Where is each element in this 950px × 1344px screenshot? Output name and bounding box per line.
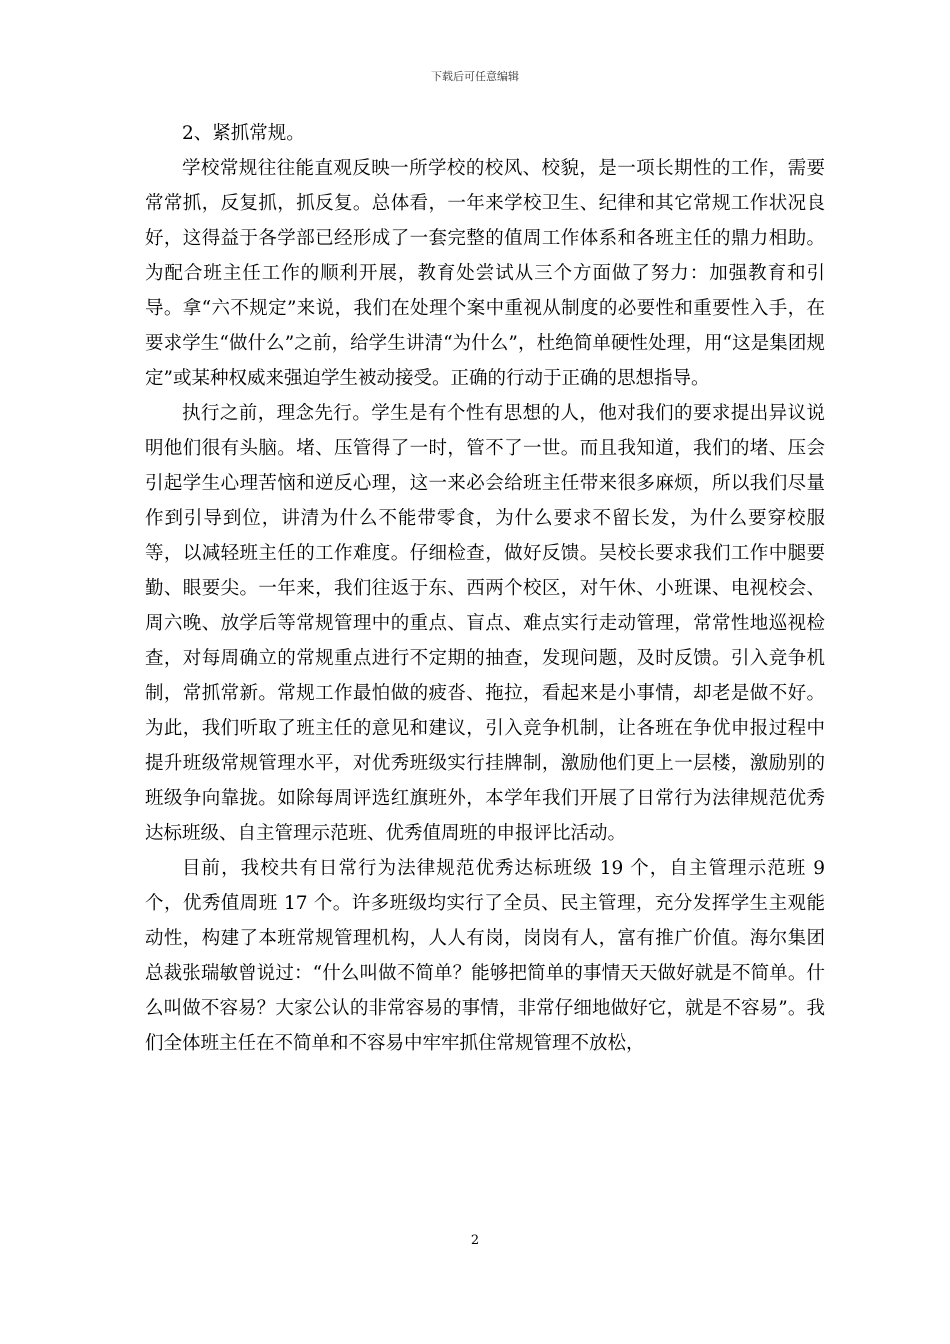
paragraph-concept-first: 执行之前，理念先行。学生是有个性有思想的人，他对我们的要求提出异议说明他们很有头脑。堵、压管得了一时，管不了一世。而且我知道，我们的堵、压会引起学生心理苦恼和逆反心理，这一来必会给班主任带来很多麻烦，所以我们尽量作到引导到位，讲清为什么不能带零食，为什么要求不留长发，为什么要穿校服等，以减轻班主任的工作难度。仔细检查，做好反馈。吴校长要求我们工作中腿要勤、眼要尖。一年来，我们往返于东、西两个校区，对午休、小班课、电视校会、周六晚、放学后等常规管理中的重点、盲点、难点实行走动管理，常常性地巡视检查，对每周确立的常规重点进行不定期的抽查，发现问题，及时反馈。引入竞争机制，常抓常新。常规工作最怕做的疲沓、拖拉，看起来是小事情，却老是做不好。为此，我们听取了班主任的意见和建议，引入竞争机制，让各班在争优申报过程中提升班级常规管理水平，对优秀班级实行挂牌制，激励他们更上一层楼，激励别的班级争向靠拢。如除每周评选红旗班外，本学年我们开展了日常行为法律规范优秀达标班级、自主管理示范班、优秀值周班的申报评比活动。 [145,403,825,844]
paragraph-current-status: 目前，我校共有日常行为法律规范优秀达标班级 19 个，自主管理示范班 9 个，优秀值周班 17 个。许多班级均实行了全员、民主管理，充分发挥学生主观能动性，构建了本班常规管理机构，人人有岗，岗岗有人，富有推广价值。海尔集团总裁张瑞敏曾说过：“什么叫做不简单？能够把简单的事情天天做好就是不简单。什么叫做不容易？大家公认的非常容易的事情，非常仔细地做好它，就是不容易”。我们全体班主任在不简单和不容易中牢牢抓住常规管理不放松， [145,858,825,1054]
document-body [145,116,825,1061]
page-number: 2 [470,1233,480,1248]
paragraph-routine-importance: 学校常规往往能直观反映一所学校的校风、校貌，是一项长期性的工作，需要常常抓，反复抓，抓反复。总体看，一年来学校卫生、纪律和其它常规工作状况良好，这得益于各学部已经形成了一套完整的值周工作体系和各班主任的鼎力相助。为配合班主任工作的顺利开展，教育处尝试从三个方面做了努力：加强教育和引导。拿“六不规定”来说，我们在处理个案中重视从制度的必要性和重要性入手，在要求学生“做什么”之前，给学生讲清“为什么”，杜绝简单硬性处理，用“这是集团规定”或某种权威来强迫学生被动接受。正确的行动于正确的思想指导。 [145,158,825,389]
section-heading: 2、紧抓常规。 [182,123,305,144]
page-header-note: 下载后可任意编辑 [431,70,519,83]
